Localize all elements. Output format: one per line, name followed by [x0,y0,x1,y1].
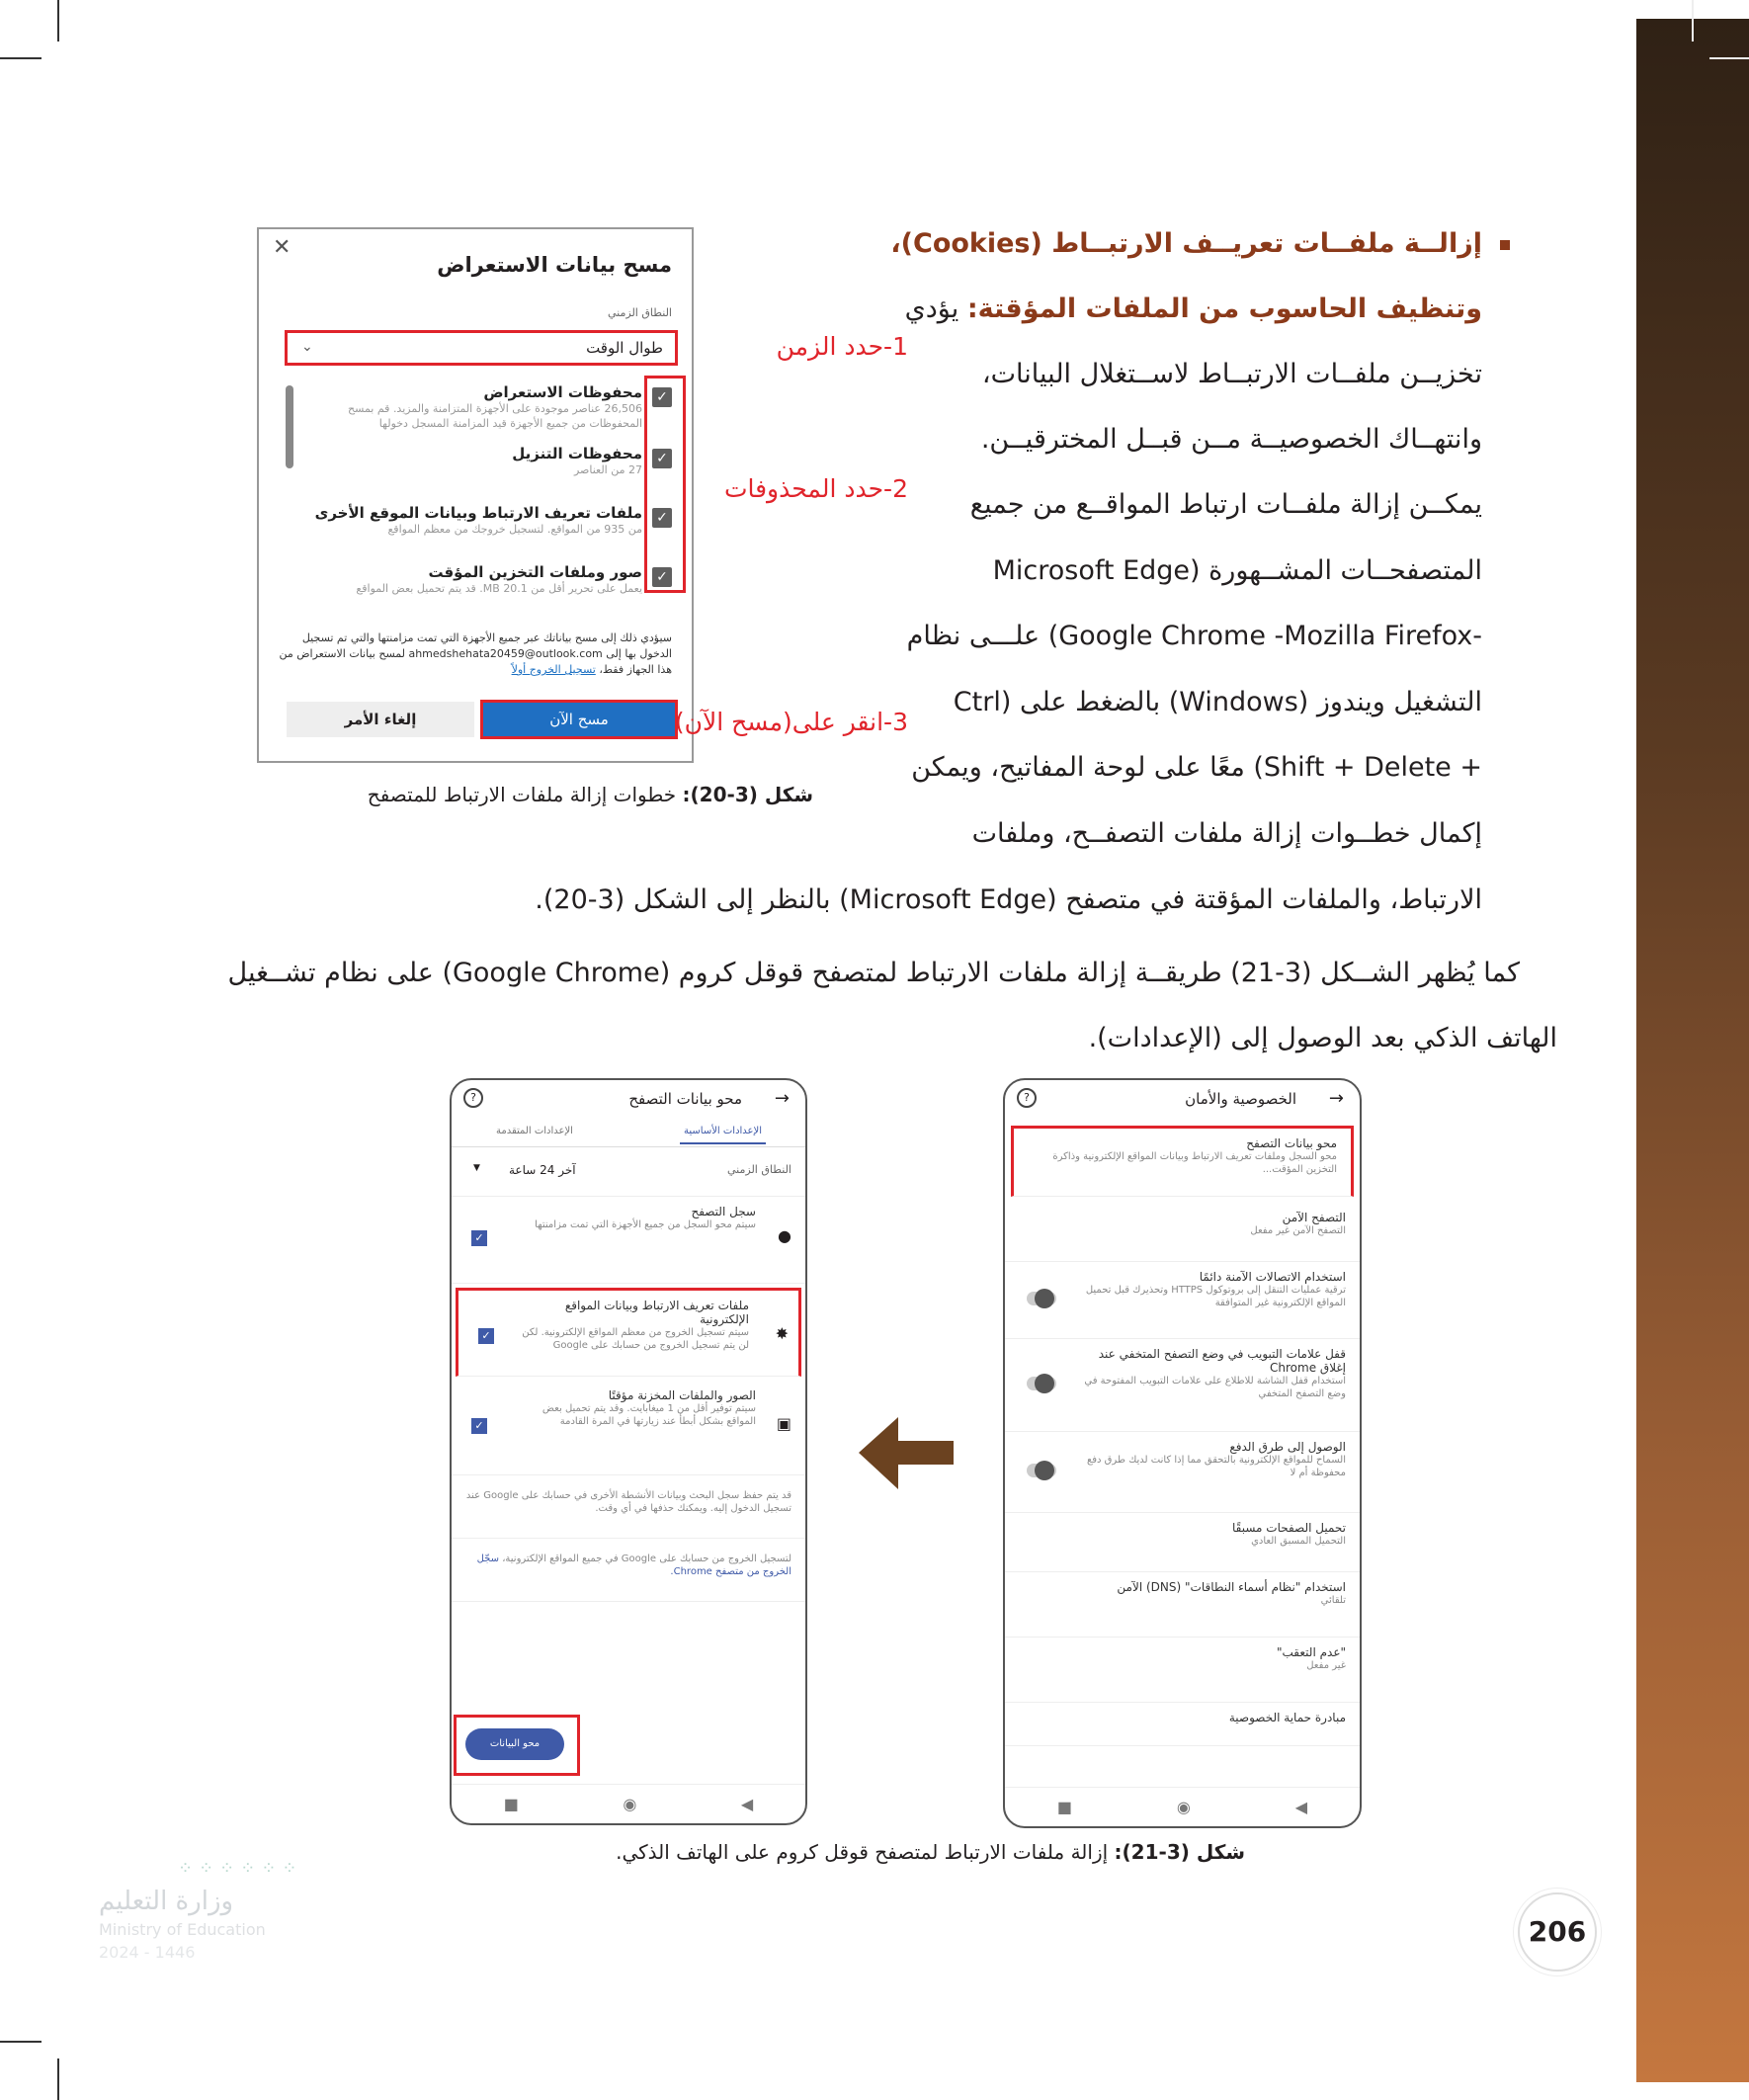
data-item[interactable]: ▣ ✓ الصور والملفات المخزنة مؤقتًا سيتم توفير أقل من 1 ميغابايت. وقد يتم تحميل بعض المواقع بشكل أبطأ عند زيارتها في المرة القادمة [452,1381,805,1475]
recents-icon[interactable]: ■ [503,1795,519,1813]
dialog-item: ملفات تعريف الارتباط وبيانات الموقع الأخرى من 935 من المواقع. لتسجيل خروجك من معظم المواقع [314,504,642,536]
text-line: إكمال خطــوات إزالة ملفات التصفــح، وملفات [971,818,1482,849]
checkbox-cookies[interactable]: ✓ [652,508,672,528]
clear-browsing-data-item[interactable]: محو بيانات التصفح محو السجل وملفات تعريف الارتباط وبيانات المواقع الإلكترونية وذاكرة التخزين المؤقت... [1011,1126,1354,1197]
phone-header [452,1080,805,1120]
text-line: الارتباط، والملفات المؤقتة في متصفح (Microsoft Edge) بالنظر إلى الشكل (3-20). [535,884,1482,915]
text-line: المتصفحــات المشــهورة (Microsoft Edge [992,555,1482,586]
recents-icon[interactable]: ■ [1056,1798,1073,1816]
dialog-item: محفوظات التنزيل 27 من العناصر [512,445,642,476]
step-label-2: 2-حدد المحذوفات [723,474,908,503]
sync-notice: سيؤدي ذلك إلى مسح بياناتك عبر جميع الأجهزة التي تمت مزامنتها والتي تم تسجيل الدخول بها إلى ahmedshehata20459@outlook.com لمسح بيانات الاستعراض من هذا الجهاز فقط، تسجيل الخروج أولاً [279,631,672,676]
checkbox[interactable]: ✓ [471,1418,487,1434]
back-icon[interactable]: ◀ [1294,1798,1308,1816]
page-number: 206 [1518,1892,1597,1972]
data-item-cookies[interactable]: ✸ ✓ ملفات تعريف الارتباط وبيانات المواقع الإلكترونية سيتم تسجيل الخروج من معظم المواقع الإلكترونية. لكن لن يتم تسجيل الخروج من حسابك على Google [456,1288,801,1377]
sign-out-note: لتسجيل الخروج من حسابك على Google في جميع المواقع الإلكترونية، سجّل الخروج من متصفح Chrome. [452,1539,805,1602]
settings-item[interactable]: استخدام الاتصالات الآمنة دائمًا ترقية عمليات التنقل إلى بروتوكول HTTPS وتحذيرك قبل تحميل المواقع الإلكترونية غير المتوافقة [1005,1262,1360,1339]
checkbox[interactable]: ✓ [478,1328,494,1344]
scrollbar[interactable] [286,385,293,468]
tab-advanced[interactable]: الإعدادات المتقدمة [496,1126,573,1136]
text-line: -Google Chrome -Mozilla Firefox) علـــى نظام [906,621,1482,651]
dropdown-icon: ▼ [473,1163,480,1173]
back-arrow-icon[interactable]: → [1328,1088,1344,1109]
back-arrow-icon[interactable]: → [774,1088,790,1109]
text-line: التشغيل ويندوز (Windows) بالضغط على (Ctrl [953,687,1482,717]
checkbox-download-history[interactable]: ✓ [652,449,672,468]
android-nav-bar [1005,1787,1360,1826]
left-arrow-icon [859,1417,954,1489]
help-icon[interactable]: ? [463,1088,483,1108]
section-heading: إزالــة ملفــات تعريــف الارتبــاط (Cookies)، [890,228,1482,259]
time-range-value: آخر 24 ساعة [509,1163,576,1177]
back-icon[interactable]: ◀ [740,1795,754,1813]
section-heading-2: وتنظيف الحاسوب من الملفات المؤقتة: [966,294,1482,324]
time-range-row[interactable] [452,1147,805,1197]
toggle-switch[interactable] [1027,1464,1056,1477]
checkbox[interactable]: ✓ [471,1230,487,1246]
crop-mark [1692,0,1694,42]
help-icon[interactable]: ? [1017,1088,1037,1108]
clear-now-button[interactable]: مسح الآن [480,700,678,739]
checkbox-highlight [644,376,686,593]
text-line: يمكــن إزالة ملفــات ارتباط المواقــع من جميع [969,489,1482,520]
cookie-icon: ✸ [775,1324,789,1343]
sign-out-link[interactable]: تسجيل الخروج أولاً [511,663,596,676]
figure-caption-1: شكل (3-20): خطوات إزالة ملفات الارتباط للمتصفح [367,783,813,806]
text-line: + Shift + Delete) معًا على لوحة المفاتيح، ويمكن [911,752,1482,783]
clear-browsing-dialog [257,227,694,763]
text-line: تخزيــن ملفــات الارتبــاط لاســتغلال البيانات، [981,359,1482,389]
close-icon[interactable]: ✕ [273,235,292,260]
step-label-1: 1-حدد الزمن [776,332,908,361]
clear-data-button[interactable]: محو البيانات [465,1728,564,1760]
ministry-logo: ⁘⁘⁘⁘⁘⁘ وزارة التعليم Ministry of Education 2024 - 1446 [99,1858,356,1962]
settings-item[interactable]: الوصول إلى طرق الدفع السماح للمواقع الإلكترونية بالتحقق مما إذا كانت لديك طرق دفع محفوظة أم لا [1005,1432,1360,1513]
clock-icon: ● [778,1226,791,1245]
time-range-select[interactable] [285,330,678,366]
decorative-side-bar [1636,19,1749,2082]
checkbox-cache[interactable]: ✓ [652,567,672,587]
tab-bar [452,1120,805,1147]
tab-basic[interactable]: الإعدادات الأساسية [680,1126,766,1144]
toggle-switch[interactable] [1027,1292,1056,1305]
data-item[interactable]: ● ✓ سجل التصفح سيتم محو السجل من جميع الأجهزة التي تمت مزامنتها [452,1197,805,1284]
screen-title: محو بيانات التصفح [628,1090,742,1108]
settings-item[interactable]: "عدم التعقب" غير مفعل [1005,1638,1360,1703]
dialog-item: محفوظات الاستعراض 26,506 عناصر موجودة على الأجهزة المتزامنة والمزيد. قم بمسح المحفوظات من جميع الأجهزة قيد المزامنة المسجل دخولها [348,383,642,430]
home-icon[interactable]: ◉ [1176,1798,1191,1816]
account-note: قد يتم حفظ سجل البحث وبيانات الأنشطة الأخرى في حسابك على Google عند تسجيل الدخول إليه. ويمكنك حذفها في أي وقت. [452,1475,805,1539]
text-line: وانتهــاك الخصوصيــة مــن قبــل المخترقيــن. [980,424,1482,455]
bullet-icon [1500,240,1510,250]
screen-title: الخصوصية والأمان [1185,1090,1296,1108]
toggle-switch[interactable] [1027,1377,1056,1390]
settings-item[interactable]: مبادرة حماية الخصوصية [1005,1703,1360,1746]
chevron-down-icon: ⌄ [301,339,313,355]
text-line: وتنظيف الحاسوب من الملفات المؤقتة: يؤدي [904,294,1482,324]
checkbox-browsing-history[interactable]: ✓ [652,387,672,407]
android-nav-bar [452,1784,805,1823]
home-icon[interactable]: ◉ [623,1795,637,1813]
logo-dots-icon: ⁘⁘⁘⁘⁘⁘ [178,1858,303,1879]
settings-item[interactable]: قفل علامات التبويب في وضع التصفح المتخفي عند إغلاق Chrome استخدام قفل الشاشة للاطلاع على علامات التبويب المفتوحة في وضع التصفح المتخفي [1005,1339,1360,1432]
settings-item[interactable]: التصفح الآمن التصفح الآمن غير مفعل [1005,1203,1360,1262]
settings-item[interactable]: استخدام "نظام أسماء النطاقات" (DNS) الآمن تلقائي [1005,1572,1360,1638]
figure-caption-2: شكل (3-21): إزالة ملفات الارتباط لمتصفح قوقل كروم على الهاتف الذكي. [616,1840,1245,1864]
crop-mark [0,57,42,59]
dialog-title: مسح بيانات الاستعراض [437,253,672,277]
sign-out-chrome-link[interactable]: سجّل الخروج من متصفح Chrome. [476,1554,791,1577]
time-range-value: طوال الوقت [586,339,663,357]
settings-item[interactable]: تحميل الصفحات مسبقًا التحميل المسبق العادي [1005,1513,1360,1572]
crop-mark [57,2058,59,2100]
crop-mark [57,0,59,42]
text-line: الهاتف الذكي بعد الوصول إلى (الإعدادات). [1088,1023,1557,1053]
text-line: كما يُظهر الشــكل (3-21) طريقــة إزالة ملفات الارتباط لمتصفح قوقل كروم (Google Chrome) على نظام تشــغيل [227,958,1520,988]
image-icon: ▣ [776,1414,791,1433]
crop-mark [0,2041,42,2043]
time-range-label: النطاق الزمني [608,306,672,319]
cancel-button[interactable]: إلغاء الأمر [287,702,474,737]
time-range-label: النطاق الزمني [727,1163,791,1176]
crop-mark [1709,57,1749,59]
dialog-item: صور وملفات التخزين المؤقت يعمل على تحرير أقل من 20.1 MB. قد يتم تحميل بعض المواقع [356,563,642,595]
step-label-3: 3-انقر على(مسح الآن) [674,708,908,736]
phone-privacy-screen [1003,1078,1362,1828]
phone-header [1005,1080,1360,1120]
phone-clear-data-screen [450,1078,807,1825]
